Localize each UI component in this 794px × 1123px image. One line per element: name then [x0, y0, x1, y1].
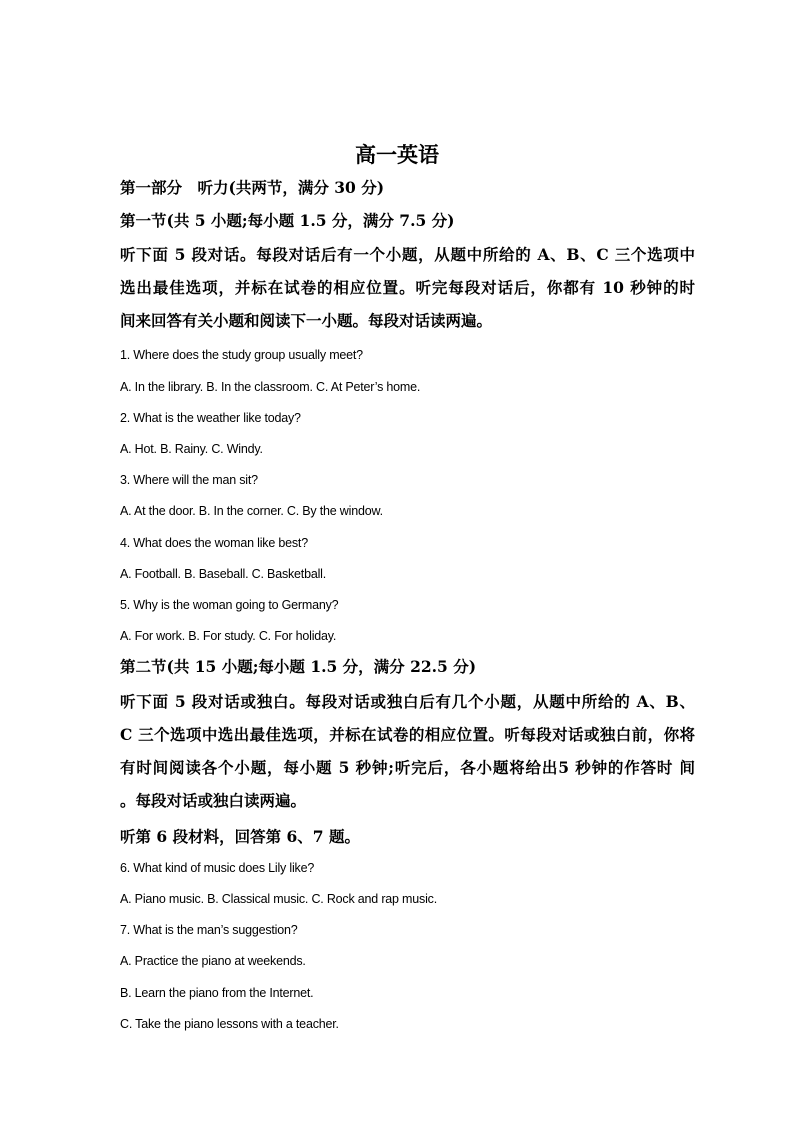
- question-7: 7. What is the man’s suggestion?: [120, 923, 298, 937]
- instruction-line: 有时间阅读各个小题，每小题 5 秒钟;听完后，各小题将给出5 秒钟的作答时 间: [120, 758, 695, 777]
- question-6-options: A. Piano music. B. Classical music. C. Rock and rap music.: [120, 892, 437, 906]
- instruction-line: 选出最佳选项，并标在试卷的相应位置。听完每段对话后，你都有 10 秒钟的时: [120, 278, 695, 297]
- section1-instruction: [120, 238, 695, 337]
- question-4-options: A. Football. B. Baseball. C. Basketball.: [120, 567, 326, 581]
- question-4: 4. What does the woman like best?: [120, 536, 308, 550]
- question-7-option-b: B. Learn the piano from the Internet.: [120, 986, 314, 1000]
- section1-heading: 第一节(共 5 小题;每小题 1.5 分，满分 7.5 分): [120, 211, 455, 230]
- instruction-line: 听下面 5 段对话或独白。每段对话或独白后有几个小题，从题中所给的 A、B、: [120, 692, 695, 711]
- question-7-option-a: A. Practice the piano at weekends.: [120, 954, 306, 968]
- instruction-line: 。每段对话或独白读两遍。: [120, 791, 307, 810]
- part1-heading: 第一部分 听力(共两节，满分 30 分): [120, 178, 385, 197]
- instruction-line: 间来回答有关小题和阅读下一小题。每段对话读两遍。: [120, 311, 493, 330]
- question-3-options: A. At the door. B. In the corner. C. By the window.: [120, 504, 383, 518]
- instruction-line: C 三个选项中选出最佳选项，并标在试卷的相应位置。听每段对话或独白前，你将: [120, 725, 695, 744]
- section2-instruction: [120, 685, 695, 817]
- section2-heading: 第二节(共 15 小题;每小题 1.5 分，满分 22.5 分): [120, 657, 477, 676]
- page-title: 高一英语: [355, 142, 439, 167]
- material-6-heading: 听第 6 段材料，回答第 6、7 题。: [120, 827, 360, 846]
- question-5: 5. Why is the woman going to Germany?: [120, 598, 339, 612]
- question-7-option-c: C. Take the piano lessons with a teacher.: [120, 1017, 339, 1031]
- question-1: 1. Where does the study group usually meet?: [120, 348, 363, 362]
- question-6: 6. What kind of music does Lily like?: [120, 861, 315, 875]
- instruction-line: 听下面 5 段对话。每段对话后有一个小题，从题中所给的 A、B、C 三个选项中: [120, 245, 695, 264]
- question-5-options: A. For work. B. For study. C. For holiday.: [120, 629, 337, 643]
- question-2-options: A. Hot. B. Rainy. C. Windy.: [120, 442, 263, 456]
- question-3: 3. Where will the man sit?: [120, 473, 258, 487]
- question-2: 2. What is the weather like today?: [120, 411, 301, 425]
- question-1-options: A. In the library. B. In the classroom. C. At Peter’s home.: [120, 380, 421, 394]
